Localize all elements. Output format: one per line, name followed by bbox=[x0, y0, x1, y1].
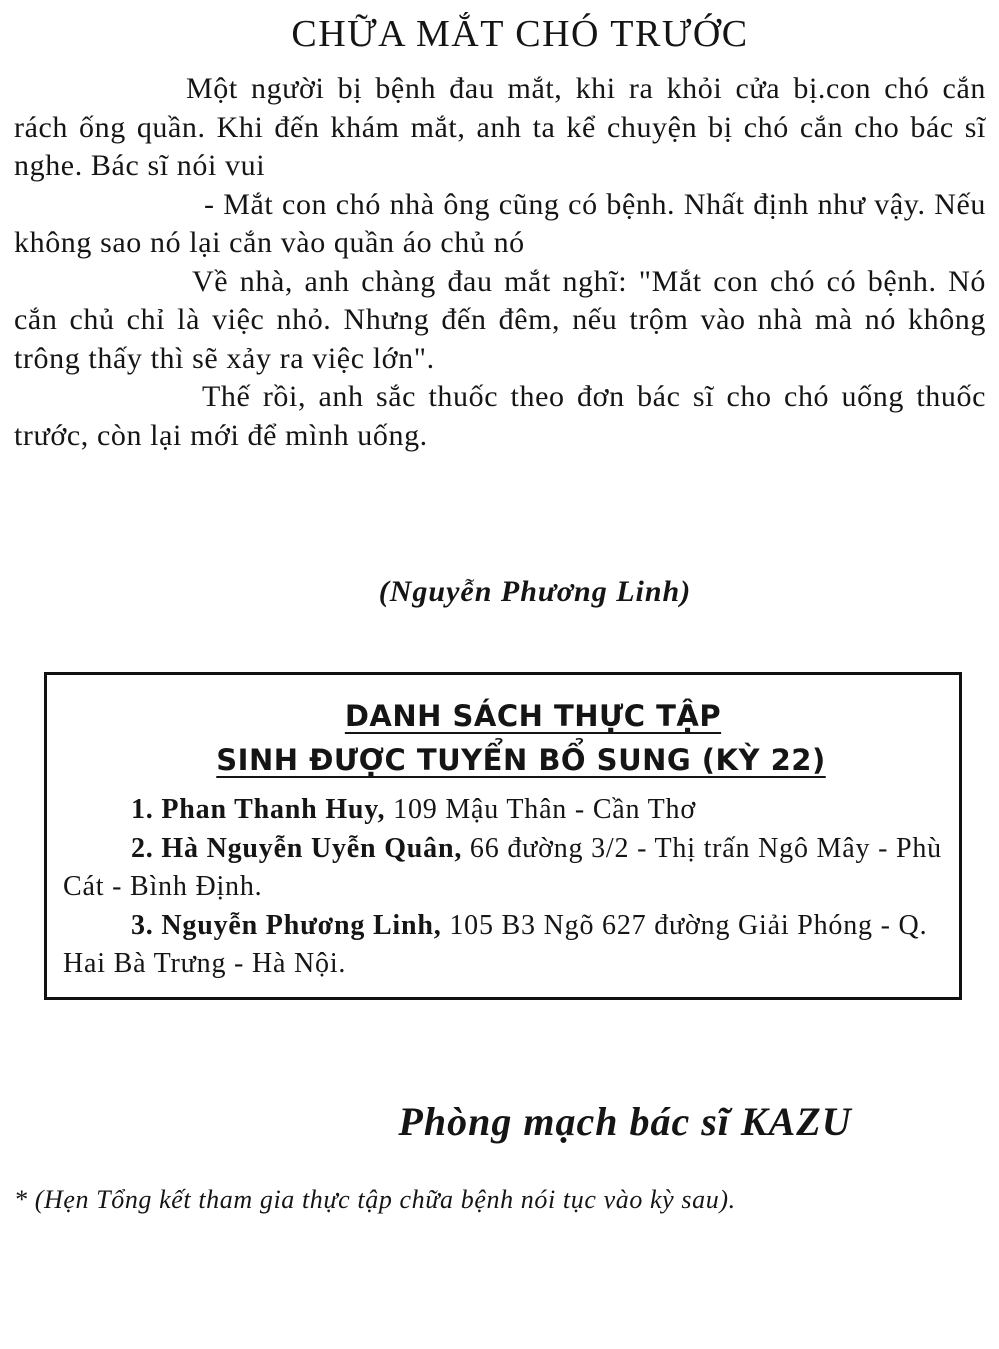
footnote: * (Hẹn Tổng kết tham gia thực tập chữa bệnh nói tục vào kỳ sau). bbox=[14, 1185, 736, 1214]
intern-list bbox=[63, 791, 953, 984]
story-paragraph-2: - Mắt con chó nhà ông cũng có bệnh. Nhất định như vậy. Nếu không sao nó lại cắn vào quần áo chủ nó bbox=[14, 187, 986, 259]
story-paragraph-4: Thế rồi, anh sắc thuốc theo đơn bác sĩ cho chó uống thuốc trước, còn lại mới để mình uống. bbox=[14, 380, 986, 452]
story-paragraph-3: Về nhà, anh chàng đau mắt nghĩ: "Mắt con chó có bệnh. Nó cắn chủ chỉ là việc nhỏ. Nhưng đến đêm, nếu trộm vào nhà mà nó không trông thấy thì sẽ xảy ra việc lớn". bbox=[14, 264, 986, 375]
intern-address: 105 B3 Ngõ 627 đường Giải Phóng - Q. Hai Bà Trưng - Hà Nội. bbox=[63, 909, 928, 979]
story-body bbox=[14, 70, 986, 455]
intern-name: 3. Nguyễn Phương Linh, bbox=[131, 909, 442, 941]
clinic-signature: Phòng mạch bác sĩ KAZU bbox=[398, 1099, 852, 1144]
intern-list-box bbox=[44, 672, 962, 1000]
story-author: (Nguyễn Phương Linh) bbox=[378, 575, 692, 608]
intern-address: 109 Mậu Thân - Cần Thơ bbox=[385, 794, 696, 825]
intern-address: 66 đường 3/2 - Thị trấn Ngô Mây - Phù Cát - Bình Định. bbox=[63, 832, 942, 902]
intern-name: 2. Hà Nguyễn Uyễn Quân, bbox=[131, 832, 463, 864]
list-item bbox=[63, 907, 953, 984]
list-item bbox=[63, 830, 953, 907]
intern-list-title-line-1: DANH SÁCH THỰC TẬP bbox=[344, 699, 722, 733]
article-title: CHỮA MẮT CHÓ TRƯỚC bbox=[291, 13, 749, 55]
intern-name: 1. Phan Thanh Huy, bbox=[131, 794, 386, 825]
intern-list-title-line-2: SINH ĐƯỢC TUYỂN BỔ SUNG (KỲ 22) bbox=[216, 743, 826, 777]
story-paragraph-1: Một người bị bệnh đau mắt, khi ra khỏi cửa bị.con chó cắn rách ống quần. Khi đến khám mắt, anh ta kể chuyện bị chó cắn cho bác sĩ nghe. Bác sĩ nói vui bbox=[14, 72, 986, 182]
list-item bbox=[63, 791, 953, 830]
